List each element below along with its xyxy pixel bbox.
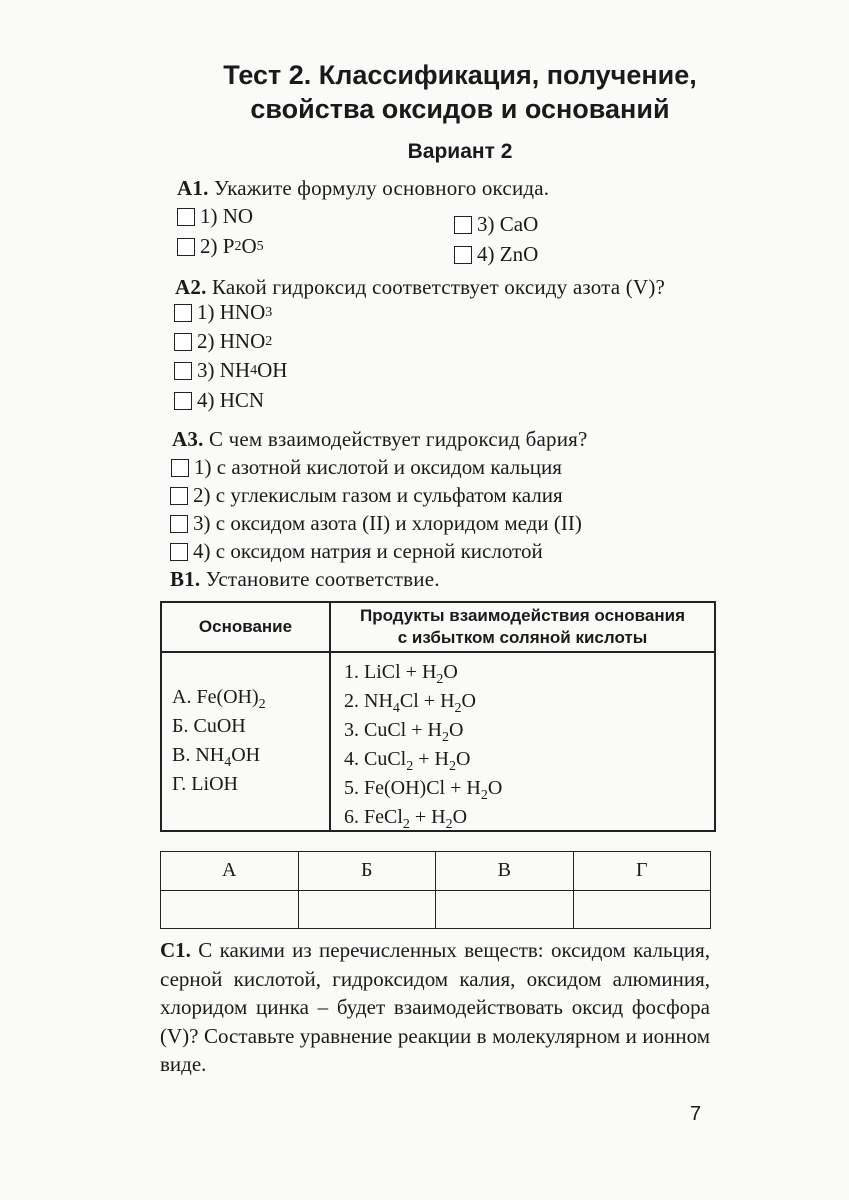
- a1-option-1[interactable]: 1) NO: [177, 204, 253, 229]
- base-b: Б. CuOH: [172, 715, 246, 737]
- question-number: С1.: [160, 938, 191, 962]
- question-number: А1.: [177, 176, 209, 200]
- product-3: 3. CuCl + $H_2O$: [344, 719, 464, 745]
- checkbox[interactable]: [171, 459, 189, 477]
- variant-heading: Вариант 2: [407, 140, 513, 163]
- product-1: 1. LiCl + $H_2O$: [344, 661, 458, 687]
- base-g: Г. LiOH: [172, 773, 238, 795]
- a3-option-4[interactable]: 4) с оксидом натрия и серной кислотой: [170, 539, 543, 564]
- question-a3: [172, 427, 588, 452]
- answer-cell-g[interactable]: [573, 890, 711, 929]
- answer-table: [160, 851, 711, 929]
- checkbox[interactable]: [177, 238, 195, 256]
- question-text: Укажите формулу основного оксида.: [208, 176, 550, 200]
- checkbox[interactable]: [177, 208, 195, 226]
- product-6: 6. FeCl$_2$ + $H_2O$: [344, 806, 468, 832]
- answer-header-v: В: [436, 852, 574, 891]
- checkbox[interactable]: [454, 216, 472, 234]
- column-header-products: Продукты взаимодействия основания с избытком соляной кислоты: [360, 606, 685, 647]
- page-title: Тест 2. Классификация, получение, свойства оксидов и оснований: [223, 60, 697, 124]
- question-a1: [177, 176, 549, 201]
- product-2: 2. $NH_4Cl + H_2O$: [344, 690, 476, 716]
- question-number: А2.: [175, 275, 207, 299]
- checkbox[interactable]: [170, 515, 188, 533]
- a2-option-1[interactable]: 1) HNO 3: [174, 300, 272, 325]
- question-text: Установите соответствие.: [200, 567, 440, 591]
- a1-option-4[interactable]: 4) ZnO: [454, 242, 538, 267]
- a2-option-4[interactable]: 4) HCN: [174, 388, 264, 413]
- question-text: Какой гидроксид соответствует оксиду азота (V)?: [206, 275, 666, 299]
- checkbox[interactable]: [170, 487, 188, 505]
- question-text: С какими из перечисленных веществ: оксидом кальция, серной кислотой, гидроксидом калия, оксидом алюминия, хлоридом цинка – будет взаимодействовать оксид фосфора (V)? Составьте уравнение реакции в молекулярном и ионном виде.: [160, 938, 710, 1076]
- checkbox[interactable]: [174, 392, 192, 410]
- a3-option-1[interactable]: 1) с азотной кислотой и оксидом кальция: [171, 455, 562, 480]
- checkbox[interactable]: [170, 543, 188, 561]
- answer-input-row: [161, 890, 711, 929]
- answer-cell-a[interactable]: [161, 890, 299, 929]
- product-5: 5. $Fe(OH)Cl + H_2O$: [344, 777, 503, 803]
- checkbox[interactable]: [174, 362, 192, 380]
- answer-cell-v[interactable]: [436, 890, 574, 929]
- base-a: А. $Fe(OH)_2$: [172, 686, 266, 712]
- answer-header-g: Г: [573, 852, 711, 891]
- answer-header-a: А: [161, 852, 299, 891]
- question-c1: [160, 936, 710, 1079]
- checkbox[interactable]: [454, 246, 472, 264]
- question-a2: [175, 275, 665, 300]
- a3-option-3[interactable]: 3) с оксидом азота (II) и хлоридом меди (II): [170, 511, 582, 536]
- question-number: В1.: [170, 567, 201, 591]
- a1-option-2[interactable]: 2) P 2 O 5: [177, 234, 264, 259]
- divider: [162, 651, 714, 653]
- a2-option-2[interactable]: 2) HNO 2: [174, 329, 272, 354]
- a1-option-3[interactable]: 3) CaO: [454, 212, 538, 237]
- answer-header-row: [161, 852, 711, 891]
- question-b1: [170, 567, 440, 592]
- question-number: А3.: [172, 427, 204, 451]
- a2-option-3[interactable]: 3) NH 4 OH: [174, 358, 287, 383]
- checkbox[interactable]: [174, 304, 192, 322]
- column-header-base: Основание: [198, 617, 293, 636]
- base-v: В. $NH_4OH$: [172, 744, 261, 770]
- a3-option-2[interactable]: 2) с углекислым газом и сульфатом калия: [170, 483, 563, 508]
- checkbox[interactable]: [174, 333, 192, 351]
- answer-cell-b[interactable]: [298, 890, 436, 929]
- answer-header-b: Б: [298, 852, 436, 891]
- question-text: С чем взаимодействует гидроксид бария?: [203, 427, 588, 451]
- page-number: 7: [690, 1103, 702, 1125]
- product-4: 4. CuCl$_2$ + $H_2O$: [344, 748, 471, 774]
- matching-table: [160, 601, 716, 832]
